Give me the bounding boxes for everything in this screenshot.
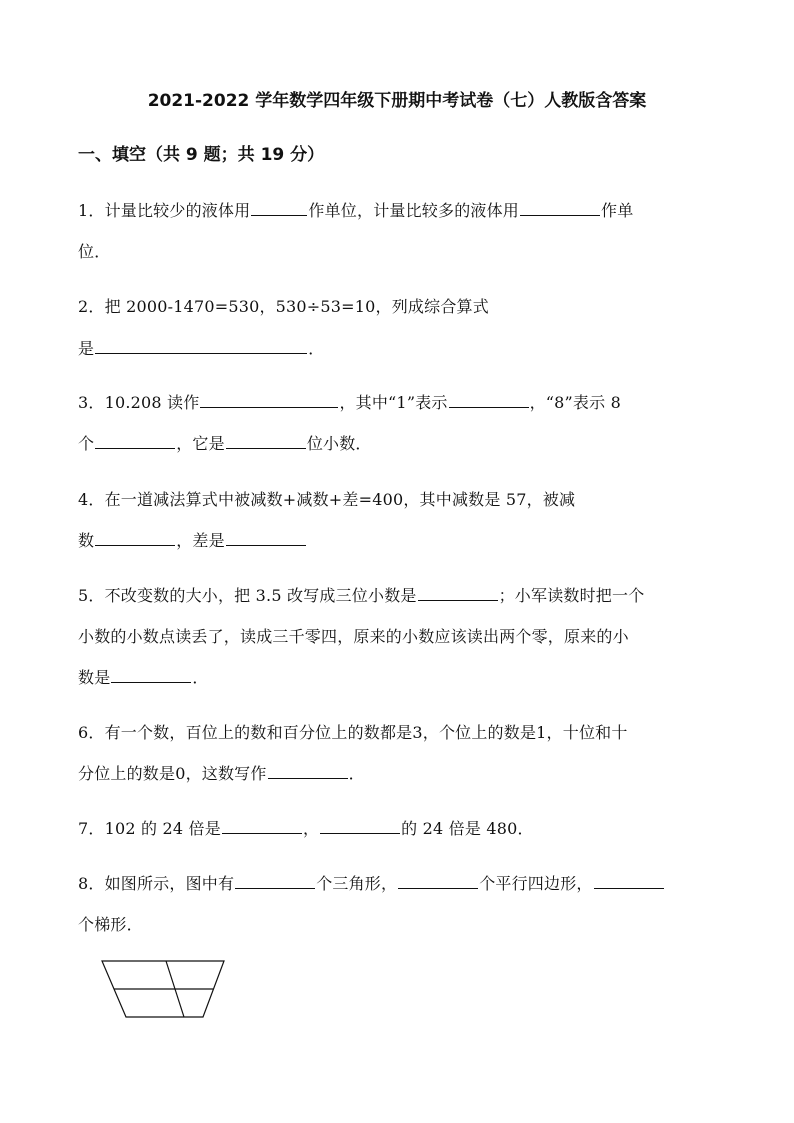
answer-blank[interactable]	[95, 339, 307, 354]
question-5-line-1: 5．不改变数的大小，把 3.5 改写成三位小数是 ；小军读数时把一个	[78, 586, 645, 605]
question-1-line-1: 1．计量比较少的液体用 作单位，计量比较多的液体用 作单	[78, 201, 634, 220]
answer-blank[interactable]	[449, 393, 529, 408]
question-2-line-1: 2．把 2000-1470=530，530÷53=10，列成综合算式	[78, 297, 489, 316]
question-8-line-2: 个梯形．	[78, 915, 143, 934]
answer-blank[interactable]	[226, 434, 306, 449]
question-5-line-3: 数是 ．	[78, 668, 209, 687]
question-1-line-2: 位．	[78, 242, 111, 261]
answer-blank[interactable]	[226, 531, 306, 546]
trapezoid-figure	[100, 958, 230, 1022]
page-title: 2021-2022 学年数学四年级下册期中考试卷（七）人教版含答案	[147, 91, 647, 111]
question-4-line-2: 数 ，差是	[78, 528, 307, 551]
answer-blank[interactable]	[222, 819, 302, 834]
answer-blank[interactable]	[111, 668, 191, 683]
answer-blank[interactable]	[95, 434, 175, 449]
answer-blank[interactable]	[520, 201, 600, 216]
answer-blank[interactable]	[268, 764, 348, 779]
section-heading: 一、填空（共 9 题；共 19 分）	[78, 145, 325, 165]
question-3-line-2: 个 ，它是 位小数．	[78, 434, 372, 453]
answer-blank[interactable]	[95, 531, 175, 546]
answer-blank[interactable]	[235, 874, 315, 889]
answer-blank[interactable]	[594, 874, 664, 889]
question-6-line-1: 6．有一个数，百位上的数和百分位上的数都是3，个位上的数是1，十位和十	[78, 723, 628, 742]
answer-blank[interactable]	[320, 819, 400, 834]
question-7-line-1: 7．102 的 24 倍是 ， 的 24 倍是 480．	[78, 819, 534, 838]
question-3-line-1: 3．10.208 读作 ，其中“1”表示 ，“8”表示 8	[78, 393, 621, 412]
question-5-line-2: 小数的小数点读丢了，读成三千零四，原来的小数应该读出两个零，原来的小	[78, 627, 629, 646]
answer-blank[interactable]	[418, 586, 498, 601]
question-4-line-1: 4．在一道减法算式中被减数+减数+差=400，其中减数是 57，被减	[78, 490, 576, 509]
question-8-line-1: 8．如图所示，图中有 个三角形， 个平行四边形，	[78, 871, 665, 894]
answer-blank[interactable]	[200, 393, 338, 408]
answer-blank[interactable]	[398, 874, 478, 889]
question-6-line-2: 分位上的数是0，这数写作 ．	[78, 764, 365, 783]
question-2-line-2: 是 ．	[78, 339, 325, 358]
answer-blank[interactable]	[251, 201, 307, 216]
